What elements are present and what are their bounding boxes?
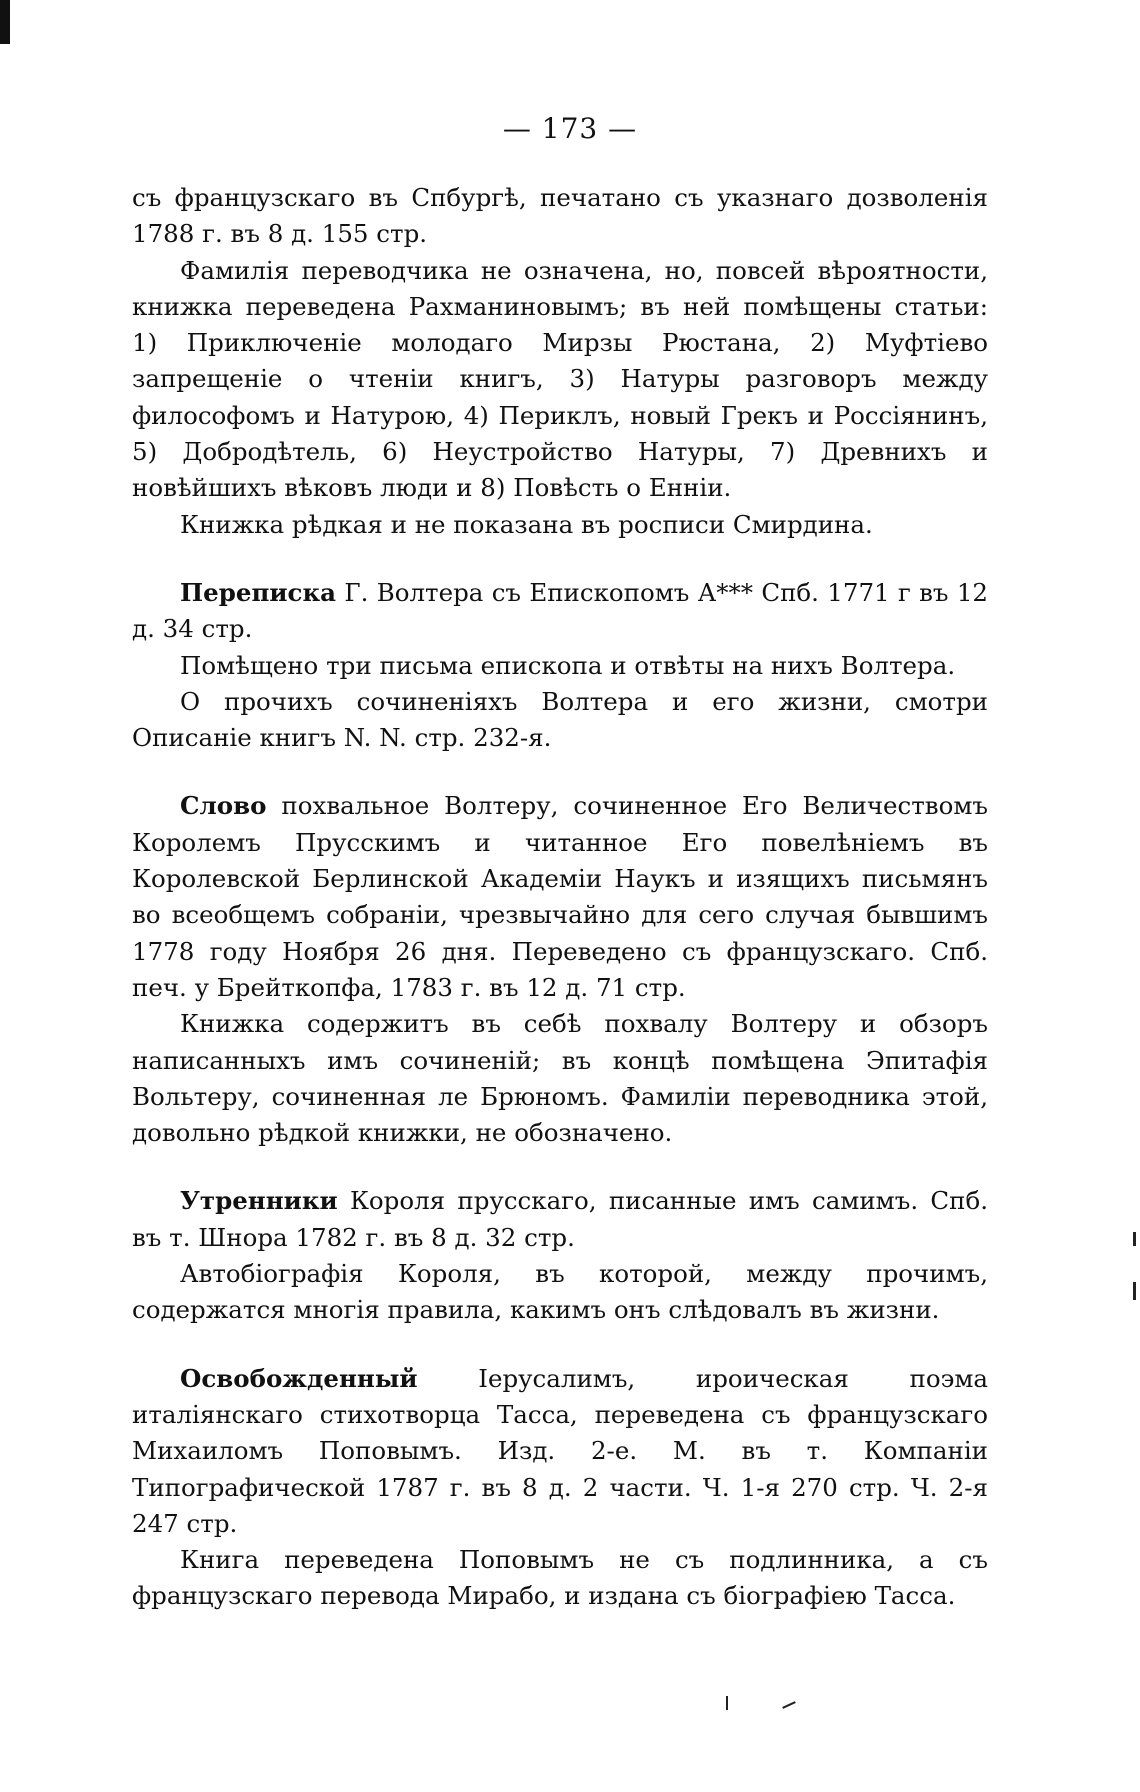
entry-title: Утренники: [180, 1186, 338, 1216]
intro-note-rarity: Книжка рѣдкая и не показана въ росписи Смирдина.: [180, 509, 873, 539]
intro-continuation: съ французскаго въ Спбургѣ, печатано съ указнаго дозволенія 1788 г. въ 8 д. 155 стр.: [132, 183, 988, 249]
scan-speck: [1133, 1232, 1136, 1246]
page-text: [132, 180, 988, 1615]
entry-perepiska: [132, 575, 988, 756]
scan-speck: [1133, 1282, 1136, 1300]
entry-note: Книжка содержитъ въ себѣ похвалу Волтеру и обзоръ написанныхъ имъ сочиненій; въ концѣ помѣщена Эпитафія Вольтеру, сочиненная ле Брюномъ. Фамиліи переводника этой, довольно рѣдкой книжки, не обозначено.: [132, 1009, 988, 1148]
page-number: — 173 —: [502, 112, 638, 145]
entry-description: похвальное Волтеру, сочиненное Его Величествомъ Королемъ Прусскимъ и читанное Его повелѣніемъ въ Королевской Берлинской Академіи Наукъ и изящихъ письмянъ во всеобщемъ собраніи, чрезвычайно для сего случая бывшимъ 1778 году Ноября 26 дня. Переведено съ французскаго. Спб. печ. у Брейткопфа, 1783 г. въ 12 д. 71 стр.: [132, 791, 988, 1002]
entry-description: Г. Волтера съ Епископомъ А*** Спб. 1771 г въ 12 д. 34 стр.: [132, 577, 988, 644]
scan-speck: [782, 1701, 796, 1709]
entry-heading: [132, 1361, 988, 1542]
scan-edge-mark: [0, 0, 10, 44]
entry-note: Помѣщено три письма епископа и отвѣты на нихъ Волтера.: [180, 650, 956, 680]
entry-title: Переписка: [180, 577, 337, 607]
entry-description: Короля прусскаго, писанные имъ самимъ. Спб. въ т. Шнора 1782 г. въ 8 д. 32 стр.: [132, 1186, 988, 1252]
entry-heading: [132, 575, 988, 648]
entry-heading: [132, 788, 988, 1006]
entry-heading: [132, 1183, 988, 1256]
entry-note: Книга переведена Поповымъ не съ подлинника, а съ французскаго перевода Мирабо, и издана съ біографіею Тасса.: [132, 1545, 988, 1611]
entry-utrenniki: [132, 1183, 988, 1328]
intro-note-translator: Фамилія переводчика не означена, но, повсей вѣроятности, книжка переведена Рахманиновымъ; въ ней помѣщены статьи: 1) Приключеніе молодаго Мирзы Рюстана, 2) Муфтіево запрещеніе о чтеніи книгъ, 3) Натуры разговоръ между философомъ и Натурою, 4) Периклъ, новый Грекъ и Россіянинъ, 5) Добродѣтель, 6) Неустройство Натуры, 7) Древнихъ и новѣйшихъ вѣковъ люди и 8) Повѣсть о Енніи.: [132, 255, 988, 503]
entry-description: Іерусалимъ, ироическая поэма италіянскаго стихотворца Тасса, переведена съ французскаго Михаиломъ Поповымъ. Изд. 2-е. М. въ т. Компаніи Типографической 1787 г. въ 8 д. 2 части. Ч. 1-я 270 стр. Ч. 2-я 247 стр.: [132, 1363, 988, 1538]
entry-note: Автобіографія Короля, въ которой, между прочимъ, содержатся многія правила, какимъ онъ слѣдовалъ въ жизни.: [132, 1259, 988, 1325]
entry-title: Освобожденный: [180, 1363, 418, 1393]
entry-title: Слово: [180, 791, 267, 821]
scan-speck: [726, 1696, 728, 1710]
entry-note: О прочихъ сочиненіяхъ Волтера и его жизни, смотри Описаніе книгъ N. N. стр. 232-я.: [132, 686, 988, 753]
entry-osvobozhdenny: [132, 1361, 988, 1615]
entry-slovo: [132, 788, 988, 1151]
